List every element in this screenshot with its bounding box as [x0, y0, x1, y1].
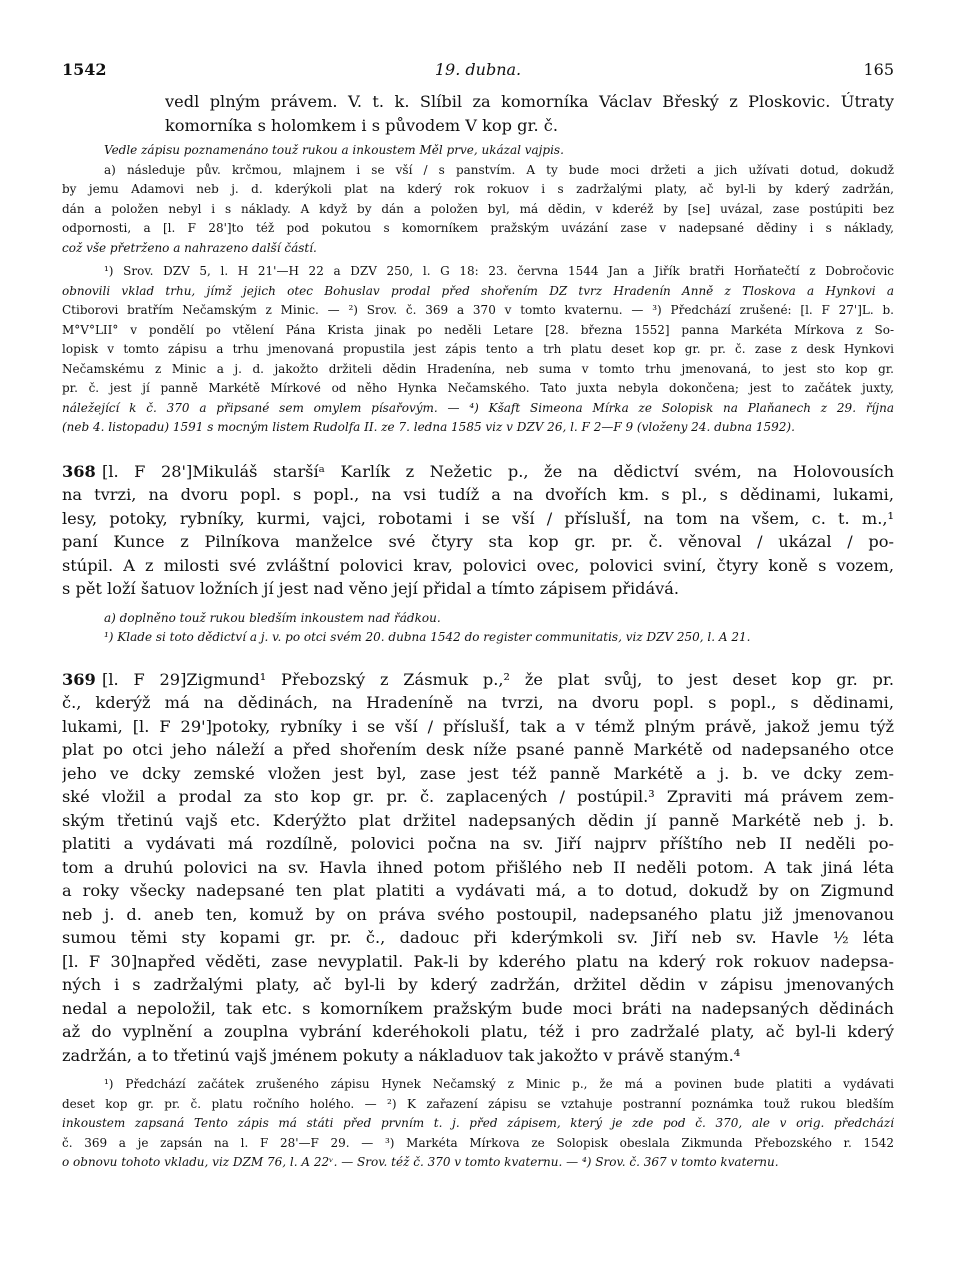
note-line: což vše přetrženo a nahrazeno další částí. [62, 240, 317, 255]
entry-line: a roky všecky nadepsané ten plat platiti a vydávati má, a to dotud, dokudž by on Zigmund [62, 881, 894, 900]
footnote-line: č. 369 a je zapsán na l. F 28'—F 29. — ³) Markéta Mírkova ze Solopisk obeslala Zikmunda Přebozského r. 1542 [62, 1135, 894, 1150]
intro-text [62, 90, 894, 137]
note-line: ¹) Klade si toto dědictví a j. v. po otci svém 20. dubna 1542 do register communitatis, viz DZV 250, l. A 21. [104, 630, 751, 644]
entry-368 [62, 460, 894, 601]
intro-notes [62, 141, 894, 258]
page-header [62, 60, 894, 90]
footnote-line: inkoustem zapsaná Tento zápis má státi před prvním t. j. před zápisem, který je zde pod č. 370, ale v orig. předchází [62, 1116, 894, 1130]
note-line: by jemu Adamovi neb j. d. kderýkoli plat na kderý rok rokuov i s zadržalými platy, ač byl-li by kderý zadržán, [62, 182, 894, 196]
year-label: 1542 [62, 60, 107, 79]
entry-line: lukami, [l. F 29']potoky, rybníky i se vší / příslušÍ, tak a v témž plným právě, jakož jemu týž [62, 716, 894, 736]
note-line: dán a položen nebyl i s náklady. A když by dán a položen byl, má dědin, v kderéž by [se] uvázal, zase postúpiti bez [62, 201, 894, 216]
entry-line: zadržán, a to třetinú vajš jménem pokuty a nákladuov tak jakožto v právě staným.⁴ [62, 1045, 741, 1065]
intro-footnotes [62, 262, 894, 438]
entry-line: nedal a nepoložil, tak etc. s komorníkem pražským bude moci bráti na nadepsaných dědinách [62, 998, 894, 1018]
entry-368-notes [62, 609, 894, 648]
entry-line: s pět loží šatuov ložních jí jest nad věno její přidal a tímto zápisem přidává. [62, 579, 680, 598]
entry-line: č., kderýž má na dědinách, na Hradeníně na tvrzi, na dvoru popl. s popl., s dědinami, [62, 693, 894, 712]
entry-line: [l. F 30]napřed věděti, zase nevyplatil. Pak-li by kderého platu na kderý rok rokuov nadepsa- [62, 951, 894, 971]
date-label: 19. dubna. [434, 60, 522, 79]
entry-line: sumou těmi sty kopami gr. pr. č., dadouc při kderýmkoli sv. Jiří neb sv. Havle ½ léta [62, 928, 894, 947]
entry-line: až do vyplnění a zouplna vybrání kderéhokoli platu, též i pro zadržalé platy, ač byl-li kderý [62, 1022, 894, 1041]
entry-369-footnotes [62, 1075, 894, 1173]
footnote-line: lopisk v tomto zápisu a trhu jmenovaná propustila jest zápis tento a trh platu deset kop gr. pr. č. zase z desk Hynkovi [62, 342, 894, 356]
entry-line: paní Kunce z Pilníkova manželce své čtyry sta kop gr. pr. č. věnoval / ukázal / po- [62, 532, 894, 551]
footnote-line: obnovili vklad trhu, jímž jejich otec Bohuslav prodal před shořením DZ tvrz Hradenín Anně z Tloskova a Hynkovi a [62, 283, 894, 298]
entry-first-line [62, 668, 894, 692]
footnote-line: náležející k č. 370 a připsané sem omylem písařovým. — ⁴) Kšaft Simeona Mírka ze Solopisk na Plaňanech z 29. října [62, 400, 894, 415]
note-line: Vedle zápisu poznamenáno touž rukou a inkoustem Měl prve, ukázal vajpis. [104, 143, 564, 157]
entry-line: tom a druhú polovici na sv. Havla ihned potom přišlého neb II neděli potom. A tak jiná léta [62, 857, 894, 877]
footnote-line: Ctiborovi bratřím Nečamským z Minic. — ²) Srov. č. 369 a 370 v tomto kvaternu. — ³) Předchází zrušené: [l. F 27']L. b. [62, 303, 894, 317]
footnote-line: o obnovu tohoto vkladu, viz DZM 76, l. A 22ᵛ. — Srov. též č. 370 v tomto kvaternu. — ⁴) Srov. č. 367 v tomto kvaternu. [62, 1155, 779, 1169]
entry-line: ské vložil a prodal za sto kop gr. pr. č. zaplacených / postúpil.³ Zpraviti má právem zem- [62, 787, 894, 806]
entry-line: plat po otci jeho náleží a před shořením desk níže psané panně Markétě od nadepsaného otce [62, 740, 894, 759]
footnote-line: M°V°LII° v pondělí po vtělení Pána Krista jinak po neděli Letare [28. března 1552] panna Markéta Mírkova z So- [62, 322, 894, 337]
note-line: odpornosti, a [l. F 28']to též pod pokutou s komorníkem pražským uvázání zase v nadepsané dědiny i s náklady, [62, 221, 894, 235]
entry-line: jeho ve dcky zemské vložen jest byl, zase jest též panně Markétě a j. b. ve dcky zem- [62, 763, 894, 783]
entry-line: na tvrzi, na dvoru popl. s popl., na vsi tudíž a na dvořích km. s pl., s dědinami, lukami, [62, 485, 894, 504]
footnote-line: pr. č. jest jí panně Markétě Mírkové od něho Hynka Nečamského. Tato juxta nebyla dokončena; jest to začátek juxty, [62, 381, 894, 395]
entry-line-text: [l. F 29]Zigmund¹ Přebozský z Zásmuk p.,² že plat svůj, to jest deset kop gr. pr. [102, 669, 894, 689]
note-line: a) doplněno touž rukou bledším inkoustem nad řádkou. [104, 610, 441, 625]
entry-369 [62, 668, 894, 1068]
entry-line: stúpil. A z milosti své zvláštní polovici krav, polovici ovec, polovici sviní, čtyry koně s vozem, [62, 555, 894, 575]
entry-line-text: [l. F 28']Mikuláš staršíᵃ Karlík z Nežetic p., že na dědictví svém, na Holovousích [102, 461, 894, 481]
intro-line: vedl plným právem. V. t. k. Slíbil za komorníka Václav Břeský z Ploskovic. Útraty [165, 92, 894, 111]
entry-line: neb j. d. aneb ten, komuž by on práva svého postoupil, nadepsaného platu již jmenovanou [62, 904, 894, 924]
footnote-line: (neb 4. listopadu) 1591 s mocným listem Rudolfa II. ze 7. ledna 1585 viz v DZV 26, l. F 2—F 9 (vloženy 24. dubna 1592). [62, 420, 795, 434]
entry-number: 368 [62, 461, 96, 481]
footnote-line: ¹) Srov. DZV 5, l. H 21'—H 22 a DZV 250, l. G 18: 23. června 1544 Jan a Jiřík bratři Horňatečtí z Dobročovic [104, 264, 894, 278]
entry-line: ským třetinú vajš etc. Kderýžto plat držitel nadepsaných dědin jí panně Markétě neb j. b. [62, 810, 894, 830]
note-line: a) následuje pův. krčmou, mlajnem i se vší / s panstvím. A ty bude moci držeti a jich užívati dotud, dokudž [104, 162, 894, 177]
entry-line: ných i s zadržalými platy, ač byl-li by kderý zadržán, držitel dědin v zápisu jmenovaných [62, 975, 894, 994]
entry-number: 369 [62, 669, 96, 689]
footnote-line: ¹) Předchází začátek zrušeného zápisu Hynek Nečamský z Minic p., že má a povinen bude platiti a vydávati [104, 1077, 894, 1091]
intro-line: komorníka s holomkem i s původem V kop gr. č. [165, 115, 558, 135]
entry-line: lesy, potoky, rybníky, kurmi, vajci, robotami i se vší / příslušÍ, na tom na všem, c. t. m.,¹ [62, 508, 894, 528]
footnote-line: deset kop gr. pr. č. platu ročního holého. — ²) K zařazení zápisu se vztahuje postranní poznámka touž rukou bledším [62, 1096, 894, 1111]
page [62, 60, 894, 1173]
entry-line: platiti a vydávati má rozdílně, polovici počna na sv. Jiří najprv příštího neb II neděli po- [62, 834, 894, 853]
entry-first-line [62, 460, 894, 484]
page-number: 165 [863, 60, 894, 79]
footnote-line: Nečamskému z Minic a j. d. jakožto držiteli dědin Hradenína, neb suma v tomto trhu jmenovaná, to jest sto kop gr. [62, 361, 894, 376]
